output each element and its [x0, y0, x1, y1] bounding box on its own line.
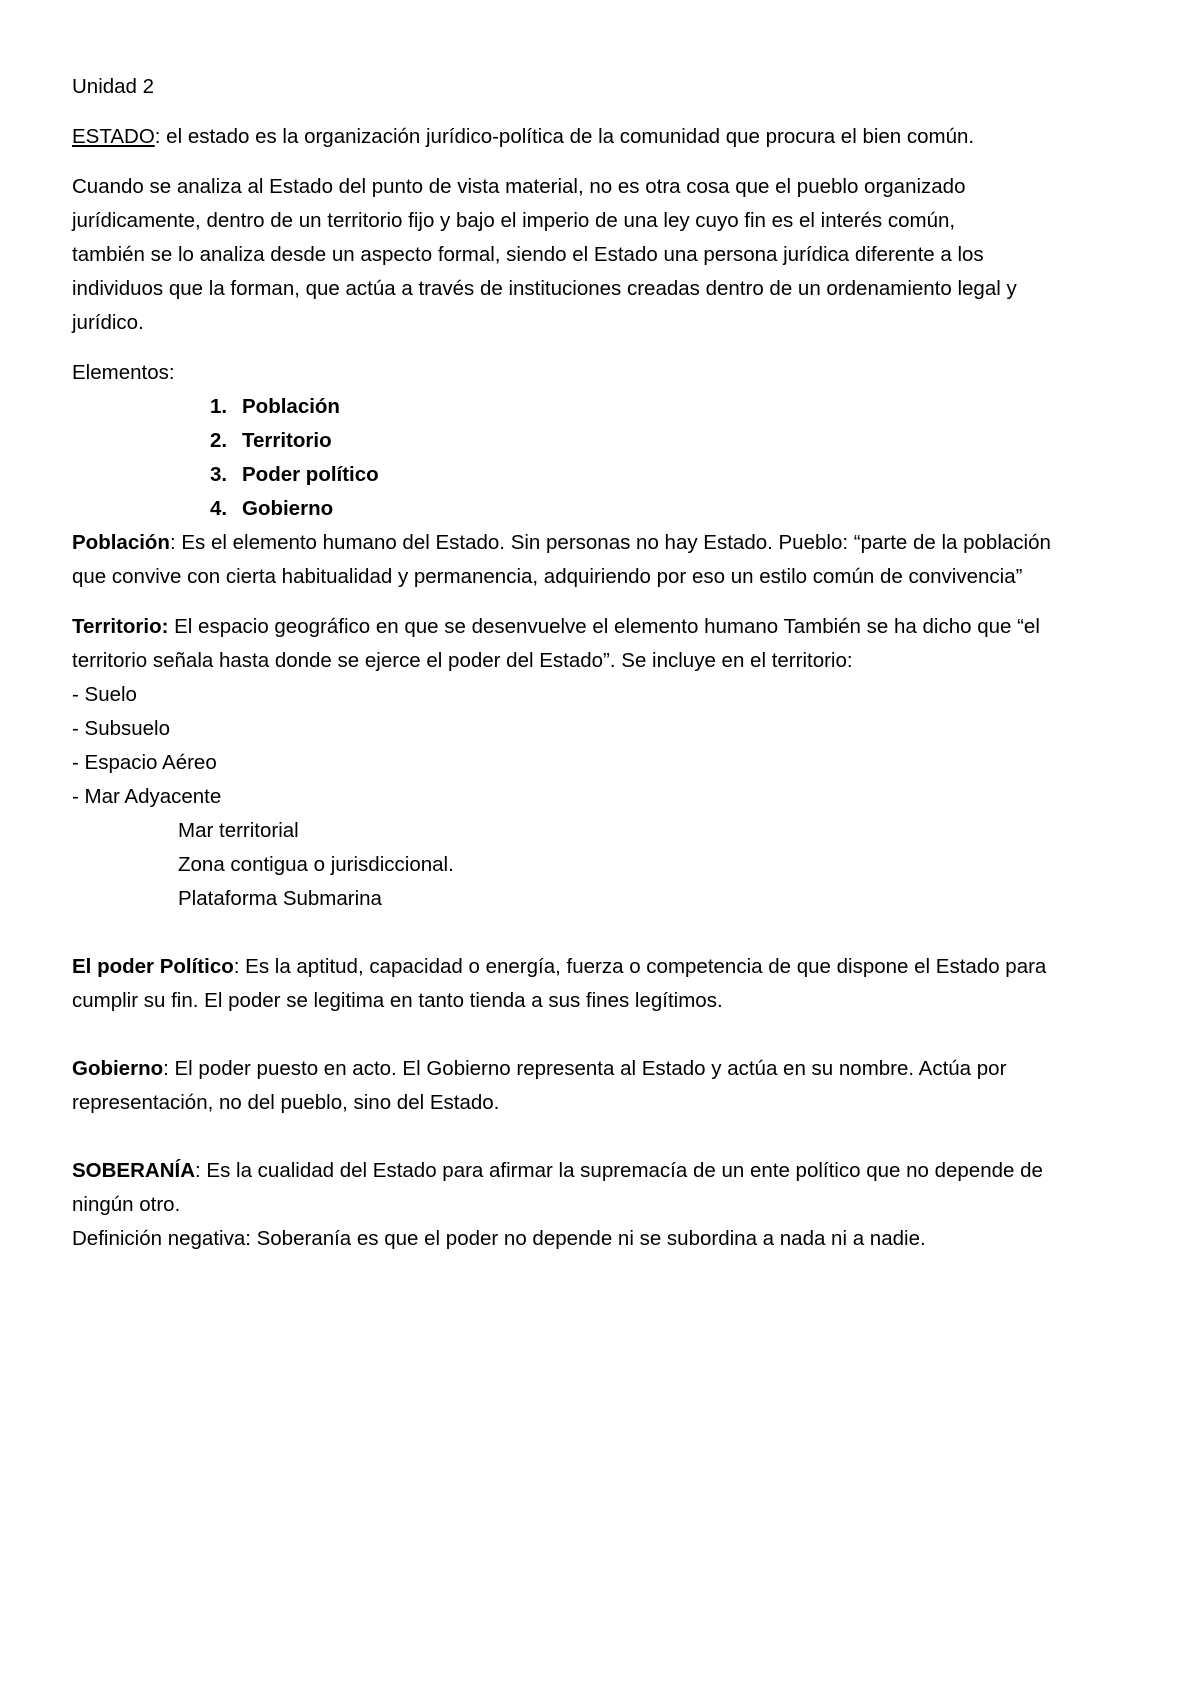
- poder-politico-line: [72, 950, 1132, 984]
- list-item: [72, 424, 1132, 458]
- territorio-item: - Mar Adyacente: [72, 785, 222, 808]
- soberania-negative-definition: Definición negativa: Soberanía es que el poder no depende ni se subordina a nada ni a nadie.: [72, 1227, 926, 1250]
- poblacion-line: que convive con cierta habitualidad y permanencia, adquiriendo por eso un estilo común de convivencia”: [72, 565, 1023, 588]
- soberania-line: [72, 1154, 1132, 1188]
- elements-list: [72, 390, 1132, 526]
- list-number: 1.: [210, 395, 228, 418]
- list-item: [72, 492, 1132, 526]
- poder-politico-line: cumplir su fin. El poder se legitima en tanto tienda a sus fines legítimos.: [72, 989, 723, 1012]
- territorio-item: - Subsuelo: [72, 717, 171, 740]
- gobierno-text: : El poder puesto en acto. El Gobierno representa al Estado y actúa en su nombre. Actúa por: [163, 1057, 1007, 1080]
- poblacion-text: : Es el elemento humano del Estado. Sin personas no hay Estado. Pueblo: “parte de la población: [169, 531, 1051, 554]
- list-item: [72, 458, 1132, 492]
- list-text: Población: [242, 395, 340, 418]
- territorio-text: El espacio geográfico en que se desenvuelve el elemento humano También se ha dicho que “el: [168, 615, 1040, 638]
- analysis-paragraph: [72, 170, 1132, 340]
- territorio-item: - Suelo: [72, 683, 137, 706]
- estado-definition: [72, 120, 1132, 154]
- estado-text: : el estado es la organización jurídico-política de la comunidad que procura el bien común.: [154, 125, 975, 148]
- poblacion-term: Población: [72, 531, 170, 554]
- poblacion-line: [72, 526, 1132, 560]
- estado-term: ESTADO: [72, 125, 155, 148]
- unit-heading: Unidad 2: [72, 75, 155, 98]
- list-item: [72, 390, 1132, 424]
- poder-politico-term: El poder Político: [72, 955, 234, 978]
- territorio-subitem: Plataforma Submarina: [178, 887, 382, 910]
- territorio-subitem: Zona contigua o jurisdiccional.: [178, 853, 454, 876]
- soberania-line: ningún otro.: [72, 1193, 181, 1216]
- list-text: Territorio: [242, 429, 332, 452]
- list-text: Gobierno: [242, 497, 334, 520]
- territorio-line: [72, 610, 1132, 644]
- list-number: 4.: [210, 497, 228, 520]
- analysis-line: individuos que la forman, que actúa a través de instituciones creadas dentro de un ordenamiento legal y: [72, 277, 1017, 300]
- territorio-term: Territorio:: [72, 615, 169, 638]
- territorio-item: - Espacio Aéreo: [72, 751, 217, 774]
- territorio-line: territorio señala hasta donde se ejerce el poder del Estado”. Se incluye en el territorio:: [72, 649, 853, 672]
- analysis-line: jurídicamente, dentro de un territorio fijo y bajo el imperio de una ley cuyo fin es el interés común,: [72, 209, 956, 232]
- analysis-line: también se lo analiza desde un aspecto formal, siendo el Estado una persona jurídica diferente a los: [72, 243, 984, 266]
- gobierno-term: Gobierno: [72, 1057, 164, 1080]
- territorio-section: [72, 610, 1132, 916]
- poder-politico-text: : Es la aptitud, capacidad o energía, fuerza o competencia de que dispone el Estado para: [233, 955, 1047, 978]
- elements-label: Elementos:: [72, 361, 175, 384]
- document-page: [72, 70, 1132, 1256]
- gobierno-line: representación, no del pueblo, sino del Estado.: [72, 1091, 500, 1114]
- soberania-term: SOBERANÍA: [72, 1159, 196, 1182]
- gobierno-line: [72, 1052, 1132, 1086]
- soberania-text: : Es la cualidad del Estado para afirmar la supremacía de un ente político que no depende de: [195, 1159, 1043, 1182]
- list-number: 2.: [210, 429, 228, 452]
- soberania-section: [72, 1154, 1132, 1256]
- territorio-subitem: Mar territorial: [178, 819, 299, 842]
- poder-politico-section: [72, 950, 1132, 1018]
- analysis-line: jurídico.: [72, 311, 144, 334]
- analysis-line: Cuando se analiza al Estado del punto de vista material, no es otra cosa que el pueblo organizado: [72, 175, 966, 198]
- poblacion-section: [72, 526, 1132, 594]
- list-text: Poder político: [242, 463, 379, 486]
- list-number: 3.: [210, 463, 228, 486]
- gobierno-section: [72, 1052, 1132, 1120]
